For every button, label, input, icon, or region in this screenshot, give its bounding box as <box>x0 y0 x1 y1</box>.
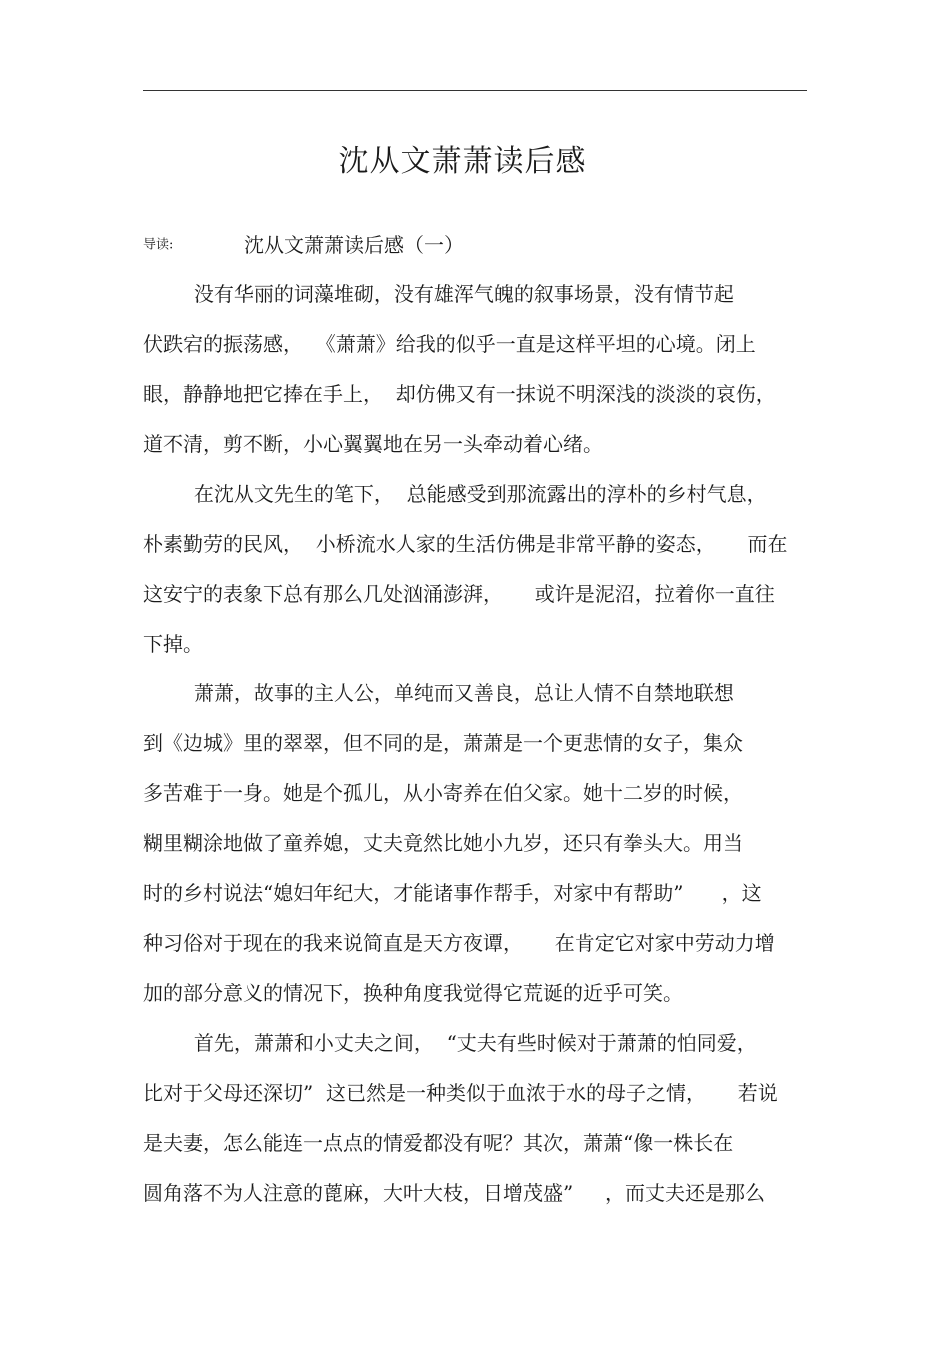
body-line: 下掉。 <box>143 632 203 656</box>
body-line: 比对于父母还深切” 这已然是一种类似于血浓于水的母子之情， 若说 <box>143 1081 778 1105</box>
body-line: 圆角落不为人注意的蓖麻，大叶大枝，日增茂盛” ，而丈夫还是那么 <box>143 1181 766 1205</box>
body-line: 多苦难于一身。她是个孤儿，从小寄养在伯父家。她十二岁的时候， <box>143 781 743 805</box>
body-line: 加的部分意义的情况下，换种角度我觉得它荒诞的近乎可笑。 <box>143 981 683 1005</box>
body-line: 伏跌宕的振荡感， 《萧萧》给我的似乎一直是这样平坦的心境。闭上 <box>143 332 756 356</box>
intro-subtitle: 沈从文萧萧读后感（一） <box>244 233 464 257</box>
body-line: 道不清，剪不断，小心翼翼地在另一头牵动着心绪。 <box>143 432 603 456</box>
body-line: 时的乡村说法“媳妇年纪大，才能诸事作帮手，对家中有帮助” ，这 <box>143 881 762 905</box>
body-line: 朴素勤劳的民风， 小桥流水人家的生活仿佛是非常平静的姿态， 而在 <box>143 532 788 556</box>
intro-label: 导读: <box>143 237 174 253</box>
intro-row <box>143 228 464 262</box>
body-line: 在沈从文先生的笔下， 总能感受到那流露出的淳朴的乡村气息， <box>143 482 767 506</box>
body-line: 萧萧，故事的主人公，单纯而又善良，总让人情不自禁地联想 <box>143 681 734 705</box>
body-line: 首先，萧萧和小丈夫之间， “丈夫有些时候对于萧萧的怕同爱， <box>143 1031 757 1055</box>
body-line: 眼，静静地把它捧在手上， 却仿佛又有一抹说不明深浅的淡淡的哀伤， <box>143 382 776 406</box>
body-line: 是夫妻，怎么能连一点点的情爱都没有呢？其次，萧萧“像一株长在 <box>143 1131 734 1155</box>
body-line: 没有华丽的词藻堆砌，没有雄浑气魄的叙事场景，没有情节起 <box>143 282 734 306</box>
header-rule <box>143 90 807 91</box>
body-line: 种习俗对于现在的我来说简直是天方夜谭， 在肯定它对家中劳动力增 <box>143 931 775 955</box>
document-title: 沈从文萧萧读后感 <box>338 144 587 179</box>
body-line: 糊里糊涂地做了童养媳，丈夫竟然比她小九岁，还只有拳头大。用当 <box>143 831 743 855</box>
body-line: 到《边城》里的翠翠，但不同的是，萧萧是一个更悲情的女子，集众 <box>143 731 743 755</box>
body-line: 这安宁的表象下总有那么几处汹涌澎湃， 或许是泥沼，拉着你一直往 <box>143 582 775 606</box>
